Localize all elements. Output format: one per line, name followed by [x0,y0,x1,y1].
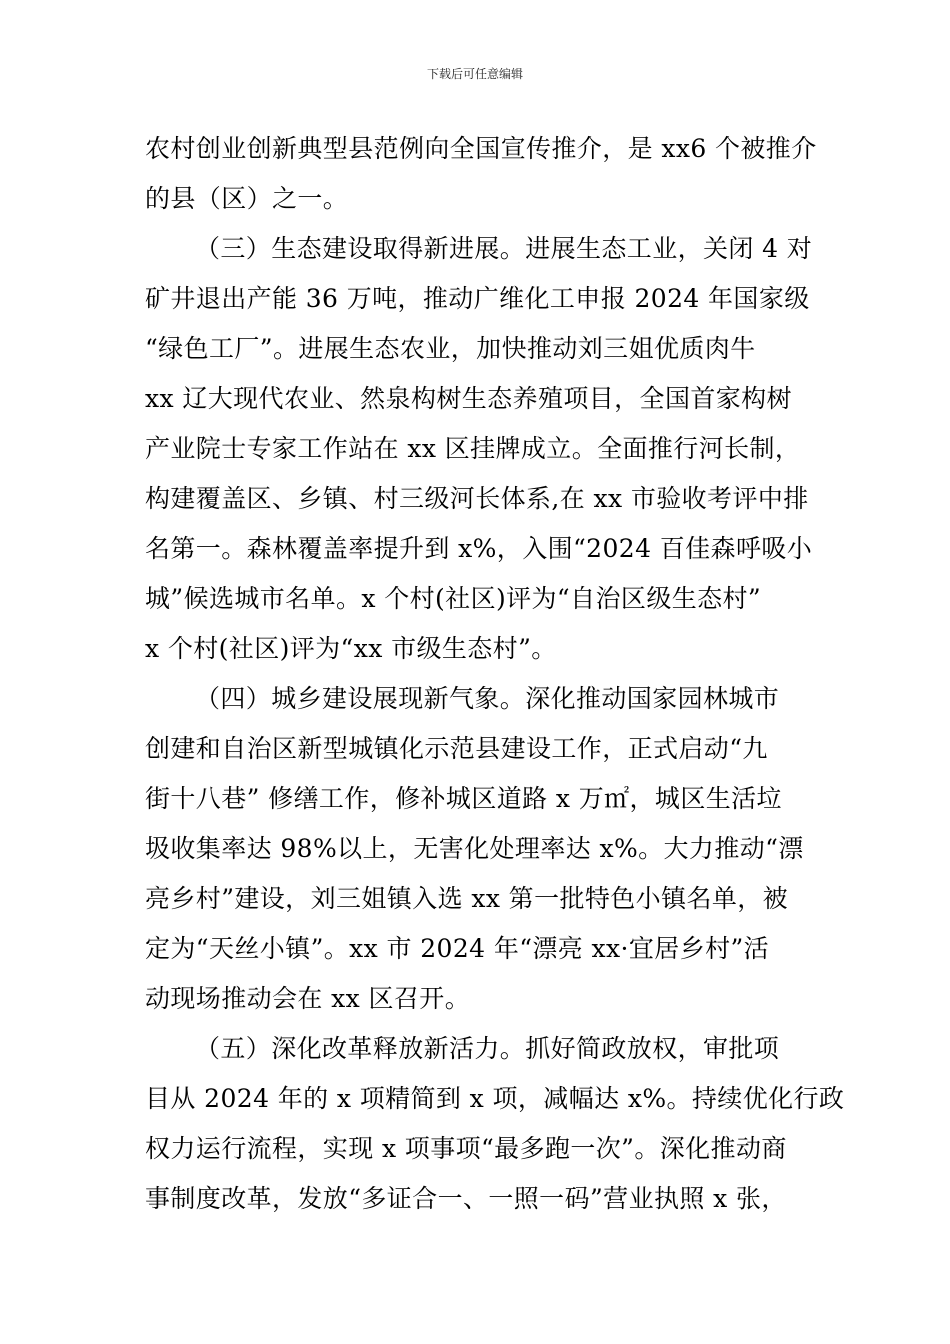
paragraph-heading-line: （五）深化改革释放新活力。抓好简政放权，审批项 [195,1034,780,1063]
text-line: 创建和自治区新型城镇化示范县建设工作，正式启动“九 [145,734,768,763]
text-line: x 个村(社区)评为“xx 市级生态村”。 [145,634,557,663]
text-line: 定为“天丝小镇”。xx 市 2024 年“漂亮 xx·宜居乡村”活 [145,934,770,963]
text-line: 动现场推动会在 xx 区召开。 [145,984,471,1013]
text-line: 产业院士专家工作站在 xx 区挂牌成立。全面推行河长制， [145,434,801,463]
text-line: 城”候选城市名单。x 个村(社区)评为“自治区级生态村” [145,584,762,613]
paragraph-heading-line: （四）城乡建设展现新气象。深化推动国家园林城市 [195,684,780,713]
text-line: 名第一。森林覆盖率提升到 x%，入围“2024 百佳森呼吸小 [145,534,813,563]
text-line: 亮乡村”建设，刘三姐镇入选 xx 第一批特色小镇名单，被 [145,884,789,913]
text-line: 的县（区）之一。 [145,184,349,213]
text-line: 权力运行流程，实现 x 项事项“最多跑一次”。深化推动商 [145,1134,787,1163]
text-line: 农村创业创新典型县范例向全国宣传推介，是 xx6 个被推介 [145,134,817,163]
text-line: 事制度改革，发放“多证合一、一照一码”营业执照 x 张， [145,1184,787,1213]
text-line: 构建覆盖区、乡镇、村三级河长体系,在 xx 市验收考评中排 [145,484,809,513]
paragraph-heading-line: （三）生态建设取得新进展。进展生态工业，关闭 4 对 [195,234,813,263]
text-line: 矿井退出产能 36 万吨，推动广维化工申报 2024 年国家级 [145,284,810,313]
text-line: xx 辽大现代农业、然泉构树生态养殖项目，全国首家构树 [145,384,792,413]
page-header: 下载后可任意编辑 [426,67,523,81]
text-line: “绿色工厂”。进展生态农业，加快推动刘三姐优质肉牛 [145,334,756,363]
text-line: 街十八巷” 修缮工作，修补城区道路 x 万㎡，城区生活垃 [145,784,782,813]
text-line: 圾收集率达 98%以上，无害化处理率达 x%。大力推动“漂 [145,834,804,863]
text-line: 目从 2024 年的 x 项精简到 x 项，减幅达 x%。持续优化行政 [145,1084,845,1113]
